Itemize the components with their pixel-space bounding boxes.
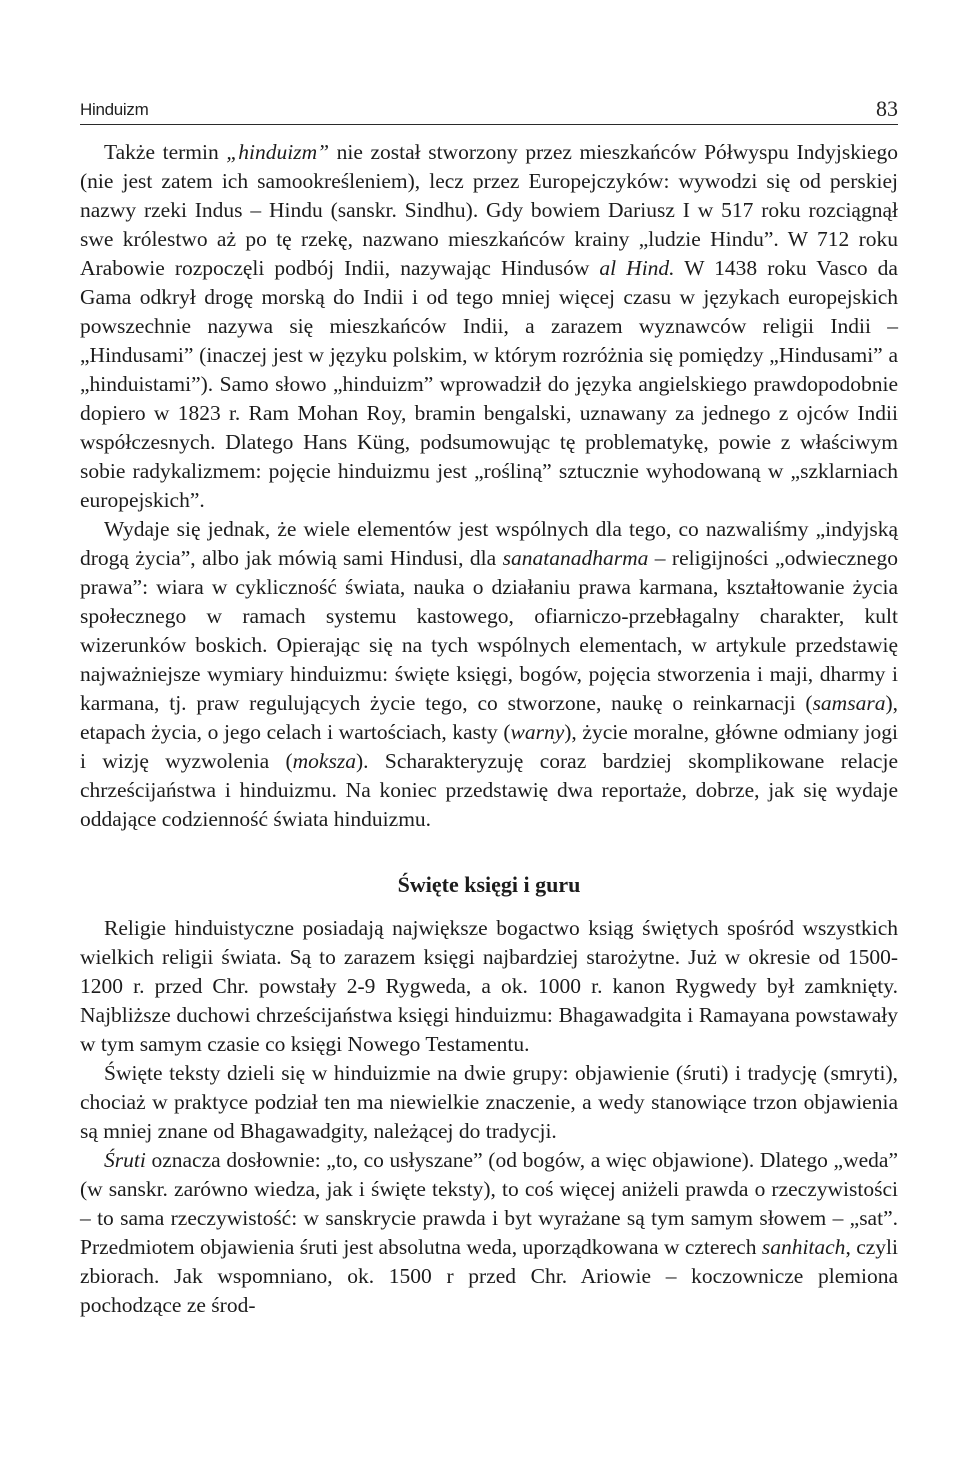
italic-term-samsara: samsara xyxy=(812,691,886,715)
paragraph-term-origin: Także termin „hinduizm” nie został stworzony przez mieszkańców Półwyspu Indyjskiego (nie jest zatem ich samookreśleniem), lecz przez Europejczyków: wywodzi się od perskiej nazwy rzeki Indus – Hindu (sanskr. Sindhu). Gdy bowiem Dariusz I w 517 roku rozciągnął swe królestwo aż po tę rzekę, nazwano mieszkańców krainy „ludzie Hindu”. W 712 roku Arabowie rozpoczęli podbój Indii, nazywając Hindusów al Hind. W 1438 roku Vasco da Gama odkrył drogę morską do Indii i od tego mniej więcej czasu w językach europejskich powszechnie nazywa się mieszkańców Indii, a zarazem wyznawców religii Indii – „Hindusami” (inaczej jest w języku polskim, w którym rozróżnia się pomiędzy „Hindusami” a „hinduistami”). Samo słowo „hinduizm” wprowadził do języka angielskiego prawdopodobnie dopiero w 1823 r. Ram Mohan Roy, bramin bengalski, uznawany za jednego z ojców Indii współczesnych. Dlatego Hans Küng, podsumowując tę problematykę, powie z właściwym sobie radykalizmem: pojęcie hinduizmu jest „rośliną” sztucznie wyhodowaną w „szklarniach europejskich”. xyxy=(80,140,898,512)
italic-term-warny: warny xyxy=(510,720,565,744)
body-text xyxy=(80,138,898,1320)
italic-term-al-hind: al Hind. xyxy=(599,256,675,280)
running-header xyxy=(80,96,898,125)
paragraph-common-elements: Wydaje się jednak, że wiele elementów jest wspólnych dla tego, co nazwaliśmy „indyjską drogą życia”, albo jak mówią sami Hindusi, dla sanatanadharma – religijności „odwiecznego prawa”: wiara w cykliczność świata, nauka o działaniu prawa karmana, kształtowanie życia społecznego w ramach systemu kastowego, ofiarniczo-przebłagalny charakter, kult wizerunków boskich. Opierając się na tych wspólnych elementach, w artykule przedstawię najważniejsze wymiary hinduizmu: święte księgi, bogów, pojęcia stworzenia i maji, dharmy i karmana, tj. praw regulujących życie tego, co stworzone, naukę o reinkarnacji (samsara), etapach życia, o jego celach i wartościach, kasty (warny), życie moralne, główne odmiany jogi i wizję wyzwolenia (moksza). Scharakteryzuję coraz bardziej skomplikowane relacje chrześcijaństwa i hinduizmu. Na koniec przedstawię dwa reportaże, dobrze, jak się wydaje oddające codzienność świata hinduizmu. xyxy=(80,517,899,831)
italic-term-sanhitach: sanhitach xyxy=(761,1235,846,1259)
paragraph-sruti-smryti: Święte teksty dzieli się w hinduizmie na dwie grupy: objawienie (śruti) i tradycję (smryti), chociaż w praktyce podział ten ma niewielkie znaczenie, a wedy stanowiące trzon objawienia są mniej znane od Bhagawadgity, należącej do tradycji. xyxy=(80,1061,898,1143)
running-title: Hinduizm xyxy=(80,100,149,119)
section-heading: Święte księgi i guru xyxy=(397,872,581,897)
page-number: 83 xyxy=(876,96,898,121)
italic-term-hinduizm: „hinduizm” xyxy=(226,140,330,164)
italic-term-moksza: moksza xyxy=(292,749,356,773)
italic-term-sanatanadharma: sanatanadharma xyxy=(502,546,649,570)
paragraph-sruti-meaning: Śruti oznacza dosłownie: „to, co usłyszane” (od bogów, a więc objawione). Dlatego „weda” (w sanskr. zarówno wiedza, jak i święte teksty), to coś więcej aniżeli prawda o rzeczywistości – to sama rzeczywistość: w sanskrycie prawda i byt wyrażane są tym samym słowem – „sat”. Przedmiotem objawienia śruti jest absolutna weda, uporządkowana w czterech sanhitach, czyli zbiorach. Jak wspomniano, ok. 1500 r przed Chr. Ariowie – koczownicze plemiona pochodzące ze środ- xyxy=(80,1148,898,1317)
paragraph-sacred-books: Religie hinduistyczne posiadają największe bogactwo ksiąg świętych spośród wszystkich wielkich religii świata. Są to zarazem księgi najbardziej starożytne. Już w okresie od 1500-1200 r. przed Chr. powstały 2-9 Rygweda, a ok. 1000 r. kanon Rygwedy był zamknięty. Najbliższe duchowi chrześcijaństwa księgi hinduizmu: Bhagawadgita i Ramayana powstawały w tym samym czasie co księgi Nowego Testamentu. xyxy=(80,916,898,1056)
italic-term-sruti: Śruti xyxy=(104,1148,146,1172)
